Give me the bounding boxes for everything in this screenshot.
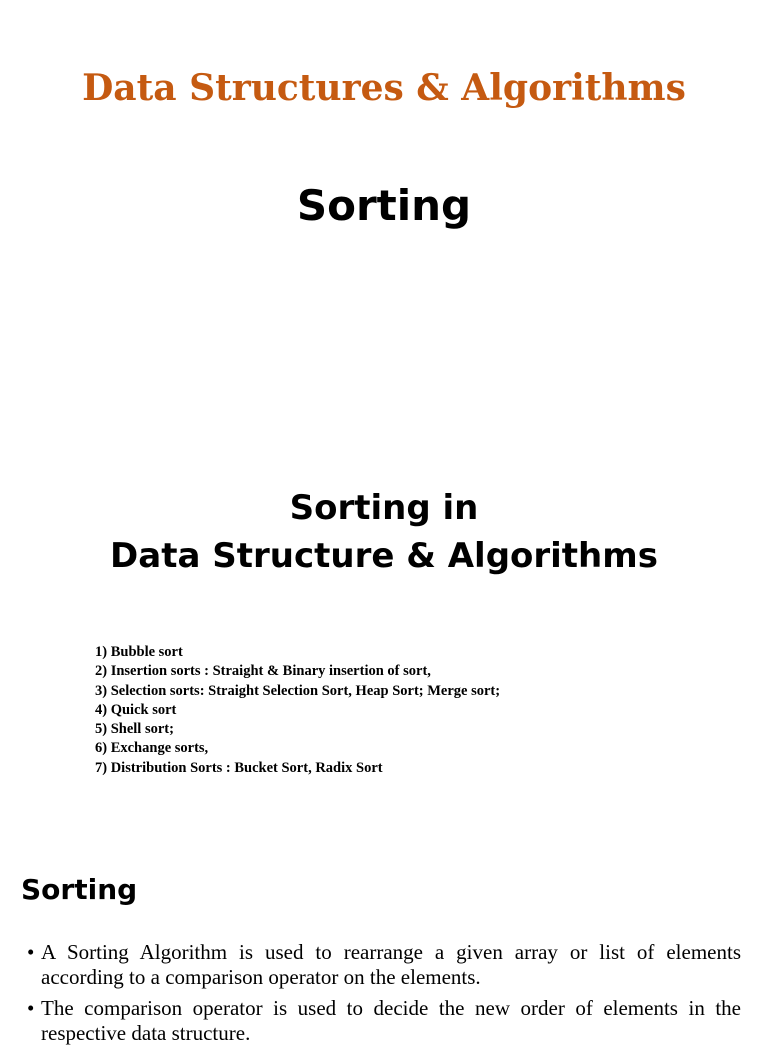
slide-subtitle: Sorting [296,181,472,230]
list-item: 4) Quick sort [95,701,177,718]
list-item: 2) Insertion sorts : Straight & Binary insertion of sort, [95,663,431,680]
section-heading-line-1: Sorting in [289,488,479,528]
bullet-item [27,940,741,990]
bullet-marker: • [27,996,35,1020]
section-heading-line-2: Data Structure & Algorithms [110,536,658,576]
sorting-section-heading: Sorting [21,873,138,906]
list-item: 6) Exchange sorts, [95,740,209,757]
sort-types-list [95,643,500,778]
list-item: 7) Distribution Sorts : Bucket Sort, Radix Sort [95,759,383,776]
list-item: 3) Selection sorts: Straight Selection Sort, Heap Sort; Merge sort; [95,682,501,699]
slide-title: Data Structures & Algorithms [82,67,686,109]
bullet-text: The comparison operator is used to decide the new order of elements in the respective data structure. [41,996,741,1045]
bullet-marker: • [27,940,35,964]
bullet-item [27,996,741,1046]
bullet-text: A Sorting Algorithm is used to rearrange a given array or list of elements according to a comparison operator on the elements. [41,940,741,989]
sorting-bullet-list [27,940,741,1052]
list-item: 5) Shell sort; [95,721,174,738]
list-item: 1) Bubble sort [95,644,183,660]
section-heading [0,484,768,580]
